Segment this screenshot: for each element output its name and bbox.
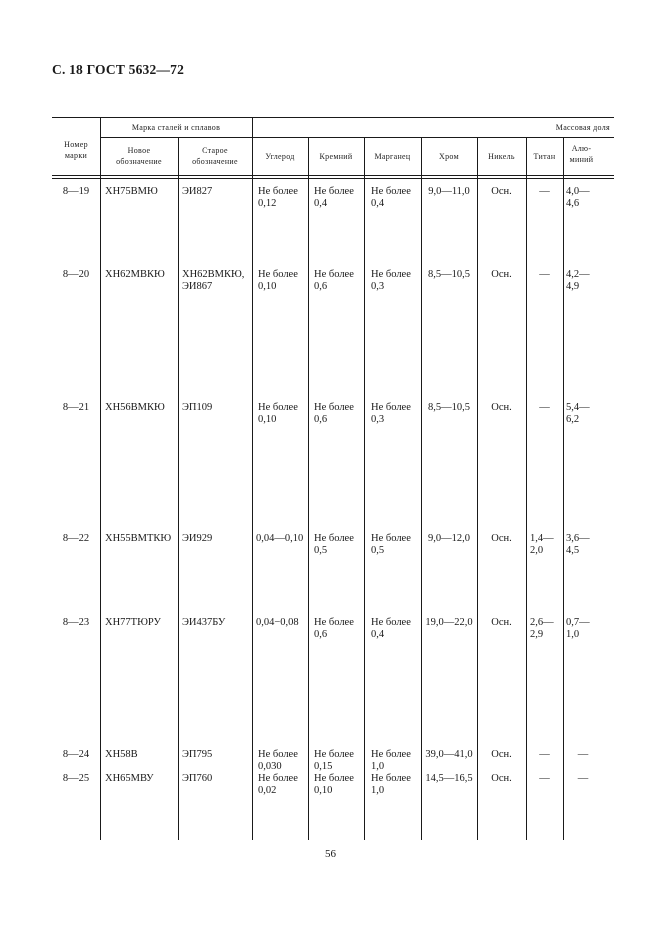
col-rule-1 <box>100 117 101 840</box>
cell-old-designation: ЭП760 <box>182 773 213 784</box>
cell-titanium: — <box>539 749 550 760</box>
cell-nickel: Осн. <box>491 269 512 280</box>
cell-manganese: Не более 0,3 <box>371 269 411 292</box>
cell-nickel: Осн. <box>491 186 512 197</box>
cell-silicon: Не более 0,4 <box>314 186 354 209</box>
cell-titanium: 1,4— 2,0 <box>530 533 554 556</box>
cell-carbon: Не более 0,02 <box>258 773 298 796</box>
cell-carbon: Не более 0,12 <box>258 186 298 209</box>
cell-chromium: 8,5—10,5 <box>428 402 470 413</box>
cell-carbon: Не более 0,10 <box>258 402 298 425</box>
header-titanium: Титан <box>533 152 556 161</box>
cell-titanium: — <box>539 186 550 197</box>
cell-chromium: 14,5—16,5 <box>425 773 473 784</box>
cell-grade-number: 8—25 <box>62 773 90 784</box>
header-aluminum: Алю- миний <box>569 144 594 164</box>
header-bottom-rule <box>52 175 614 176</box>
cell-new-designation: ХН75ВМЮ <box>105 186 158 197</box>
header-manganese: Марганец <box>374 152 411 161</box>
col-rule-8 <box>526 137 527 840</box>
cell-aluminum: 3,6— 4,5 <box>566 533 590 556</box>
cell-silicon: Не более 0,10 <box>314 773 354 796</box>
cell-old-designation: ЭП795 <box>182 749 213 760</box>
cell-aluminum: — <box>577 773 589 784</box>
col-rule-2 <box>178 137 179 840</box>
cell-chromium: 9,0—12,0 <box>428 533 470 544</box>
cell-manganese: Не более 0,5 <box>371 533 411 556</box>
cell-titanium: — <box>539 402 550 413</box>
cell-nickel: Осн. <box>491 749 512 760</box>
header-silicon: Кремний <box>319 152 353 161</box>
cell-silicon: Не более 0,6 <box>314 402 354 425</box>
cell-carbon: Не более 0,10 <box>258 269 298 292</box>
cell-chromium: 19,0—22,0 <box>425 617 473 628</box>
page-header: С. 18 ГОСТ 5632—72 <box>52 62 185 77</box>
header-old-designation: Старое обозначение <box>192 146 238 166</box>
cell-old-designation: ЭИ929 <box>182 533 213 544</box>
cell-old-designation: ЭП109 <box>182 402 213 413</box>
cell-carbon: 0,04−0,08 <box>256 617 299 628</box>
cell-manganese: Не более 1,0 <box>371 749 411 772</box>
col-rule-9 <box>563 137 564 840</box>
cell-aluminum: 0,7— 1,0 <box>566 617 590 640</box>
cell-old-designation: ЭИ437БУ <box>182 617 226 628</box>
header-grade-number: Номер марки <box>64 140 88 160</box>
cell-chromium: 9,0—11,0 <box>428 186 470 197</box>
header-nickel: Никель <box>488 152 515 161</box>
page-number: 56 <box>325 848 336 860</box>
cell-grade-number: 8—23 <box>62 617 90 628</box>
cell-grade-number: 8—19 <box>62 186 90 197</box>
cell-aluminum: 4,2— 4,9 <box>566 269 590 292</box>
cell-new-designation: ХН56ВМКЮ <box>105 402 165 413</box>
cell-new-designation: ХН77ТЮРУ <box>105 617 161 628</box>
cell-manganese: Не более 0,3 <box>371 402 411 425</box>
cell-titanium: — <box>539 773 550 784</box>
cell-titanium: 2,6— 2,9 <box>530 617 554 640</box>
cell-new-designation: ХН55ВМТКЮ <box>105 533 172 544</box>
cell-nickel: Осн. <box>491 402 512 413</box>
cell-new-designation: ХН58В <box>105 749 138 760</box>
cell-silicon: Не более 0,6 <box>314 617 354 640</box>
col-rule-5 <box>364 137 365 840</box>
cell-silicon: Не более 0,15 <box>314 749 354 772</box>
cell-aluminum: — <box>577 749 589 760</box>
cell-grade-number: 8—21 <box>62 402 90 413</box>
table-top-rule <box>52 117 614 118</box>
cell-old-designation: ЭИ827 <box>182 186 213 197</box>
cell-silicon: Не более 0,5 <box>314 533 354 556</box>
cell-nickel: Осн. <box>491 773 512 784</box>
cell-carbon: 0,04—0,10 <box>256 533 304 544</box>
col-rule-3 <box>252 117 253 840</box>
header-carbon: Углерод <box>265 152 295 161</box>
cell-manganese: Не более 0,4 <box>371 186 411 209</box>
cell-chromium: 8,5—10,5 <box>428 269 470 280</box>
cell-titanium: — <box>539 269 550 280</box>
cell-grade-number: 8—24 <box>62 749 90 760</box>
header-bottom-rule-2 <box>52 178 614 179</box>
col-rule-4 <box>308 137 309 840</box>
header-mass-fraction: Массовая доля <box>555 123 610 132</box>
cell-aluminum: 4,0— 4,6 <box>566 186 590 209</box>
cell-nickel: Осн. <box>491 533 512 544</box>
cell-new-designation: ХН62МВКЮ <box>105 269 165 280</box>
cell-chromium: 39,0—41,0 <box>425 749 473 760</box>
cell-grade-number: 8—20 <box>62 269 90 280</box>
cell-grade-number: 8—22 <box>62 533 90 544</box>
col-rule-6 <box>421 137 422 840</box>
cell-nickel: Осн. <box>491 617 512 628</box>
cell-manganese: Не более 1,0 <box>371 773 411 796</box>
cell-silicon: Не более 0,6 <box>314 269 354 292</box>
header-chromium: Хром <box>439 152 459 161</box>
header-grade-group: Марка сталей и сплавов <box>131 123 221 132</box>
header-new-designation: Новое обозначение <box>116 146 162 166</box>
cell-new-designation: ХН65МВУ <box>105 773 154 784</box>
cell-aluminum: 5,4— 6,2 <box>566 402 590 425</box>
cell-manganese: Не более 0,4 <box>371 617 411 640</box>
col-rule-7 <box>477 137 478 840</box>
cell-old-designation: ХН62ВМКЮ, ЭИ867 <box>182 269 245 292</box>
cell-carbon: Не более 0,030 <box>258 749 298 772</box>
